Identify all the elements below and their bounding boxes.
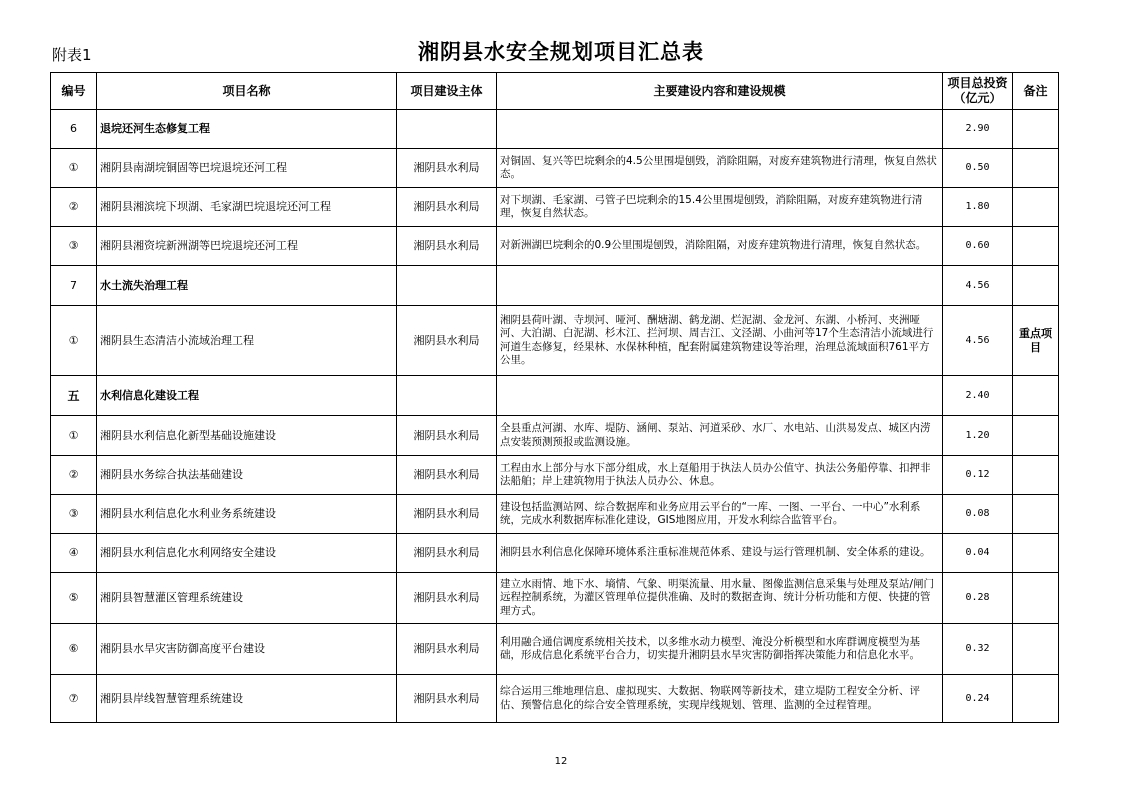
project-investment: 0.28 — [943, 573, 1013, 624]
page-number: 12 — [554, 756, 568, 767]
project-investment: 4.56 — [943, 306, 1013, 376]
row-number: ③ — [51, 495, 97, 534]
project-owner: 湘阴县水利局 — [397, 675, 497, 723]
project-note — [1013, 149, 1059, 188]
project-investment: 0.04 — [943, 534, 1013, 573]
table-row — [51, 675, 1059, 723]
table-row — [51, 306, 1059, 376]
project-content: 湘阴县水利信息化保障环境体系注重标准规范体系、建设与运行管理机制、安全体系的建设。 — [497, 534, 943, 573]
project-content: 建设包括监测站网、综合数据库和业务应用云平台的“一库、一图、一平台、一中心”水利系统，完成水利数据库标准化建设，GIS地图应用，开发水利综合监管平台。 — [497, 495, 943, 534]
row-number: ⑤ — [51, 573, 97, 624]
row-number: 五 — [51, 376, 97, 416]
project-content: 对新洲湖巴垸剩余的0.9公里围堤刨毁，消除阻隔，对废弃建筑物进行清理，恢复自然状态。 — [497, 227, 943, 266]
project-name: 湘阴县南湖垸铜固等巴垸退垸还河工程 — [97, 149, 397, 188]
project-investment: 0.24 — [943, 675, 1013, 723]
table-row — [51, 534, 1059, 573]
col-header-org: 项目建设主体 — [397, 73, 497, 110]
project-note — [1013, 624, 1059, 675]
project-name: 湘阴县岸线智慧管理系统建设 — [97, 675, 397, 723]
project-owner — [397, 266, 497, 306]
table-row — [51, 376, 1059, 416]
project-owner: 湘阴县水利局 — [397, 227, 497, 266]
project-owner: 湘阴县水利局 — [397, 624, 497, 675]
table-row — [51, 266, 1059, 306]
project-name: 湘阴县水利信息化新型基础设施建设 — [97, 416, 397, 456]
row-number: 6 — [51, 110, 97, 149]
table-row — [51, 188, 1059, 227]
project-owner: 湘阴县水利局 — [397, 416, 497, 456]
table-row — [51, 456, 1059, 495]
project-note — [1013, 376, 1059, 416]
page-title: 湘阴县水安全规划项目汇总表 — [418, 40, 704, 64]
project-content: 建立水雨情、地下水、墒情、气象、明渠流量、用水量、图像监测信息采集与处理及泵站/闸门远程控制系统，为灌区管理单位提供准确、及时的数据查询、统计分析功能和方便、快捷的管理方式。 — [497, 573, 943, 624]
project-content: 综合运用三维地理信息、虚拟现实、大数据、物联网等新技术，建立堤防工程安全分析、评估、预警信息化的综合安全管理系统，实现岸线规划、管理、监测的全过程管理。 — [497, 675, 943, 723]
project-name: 湘阴县智慧灌区管理系统建设 — [97, 573, 397, 624]
row-number: 7 — [51, 266, 97, 306]
project-investment: 0.50 — [943, 149, 1013, 188]
project-note — [1013, 227, 1059, 266]
project-owner: 湘阴县水利局 — [397, 188, 497, 227]
project-name: 水利信息化建设工程 — [97, 376, 397, 416]
project-content: 对铜固、复兴等巴垸剩余的4.5公里围堤刨毁，消除阻隔，对废弃建筑物进行清理，恢复自然状态。 — [497, 149, 943, 188]
project-investment: 0.32 — [943, 624, 1013, 675]
project-note — [1013, 495, 1059, 534]
col-header-name: 项目名称 — [97, 73, 397, 110]
table-row — [51, 624, 1059, 675]
project-note — [1013, 416, 1059, 456]
project-name: 湘阴县湘资垸新洲湖等巴垸退垸还河工程 — [97, 227, 397, 266]
project-name: 湘阴县水利信息化水利业务系统建设 — [97, 495, 397, 534]
col-header-investment — [943, 73, 1013, 110]
project-content — [497, 266, 943, 306]
project-summary-table — [50, 72, 1059, 723]
project-content — [497, 110, 943, 149]
project-investment: 2.90 — [943, 110, 1013, 149]
project-note — [1013, 110, 1059, 149]
project-owner: 湘阴县水利局 — [397, 149, 497, 188]
project-content: 全县重点河湖、水库、堤防、涵闸、泵站、河道采砂、水厂、水电站、山洪易发点、城区内涝点安装预测预报或监测设施。 — [497, 416, 943, 456]
project-note — [1013, 675, 1059, 723]
row-number: ① — [51, 149, 97, 188]
project-note — [1013, 573, 1059, 624]
col-header-note: 备注 — [1013, 73, 1059, 110]
project-name: 退垸还河生态修复工程 — [97, 110, 397, 149]
row-number: ⑥ — [51, 624, 97, 675]
project-name: 水土流失治理工程 — [97, 266, 397, 306]
table-row — [51, 110, 1059, 149]
table-body — [51, 110, 1059, 723]
col-header-content: 主要建设内容和建设规模 — [497, 73, 943, 110]
project-note — [1013, 266, 1059, 306]
project-investment: 0.08 — [943, 495, 1013, 534]
project-investment: 1.20 — [943, 416, 1013, 456]
project-content: 湘阴县荷叶湖、寺坝河、哑河、酬塘湖、鹤龙湖、烂泥湖、金龙河、东湖、小桥河、夹洲哑河、大泊湖、白泥湖、杉木江、拦河坝、周吉江、文泾湖、小曲河等17个生态清洁小流域进行河道生态修复，经果林、水保林种植，配套附属建筑物建设等治理，治理总流域面积761平方公里。 — [497, 306, 943, 376]
row-number: ① — [51, 416, 97, 456]
table-row — [51, 416, 1059, 456]
project-note — [1013, 188, 1059, 227]
table-row — [51, 495, 1059, 534]
project-content: 工程由水上部分与水下部分组成，水上趸船用于执法人员办公值守、执法公务船停靠、扣押非法船舶；岸上建筑物用于执法人员办公、休息。 — [497, 456, 943, 495]
project-note — [1013, 534, 1059, 573]
table-row — [51, 149, 1059, 188]
project-content: 利用融合通信调度系统相关技术，以多维水动力模型、淹没分析模型和水库群调度模型为基础，形成信息化系统平台合力，切实提升湘阴县水旱灾害防御指挥决策能力和信息化水平。 — [497, 624, 943, 675]
project-owner — [397, 376, 497, 416]
row-number: ③ — [51, 227, 97, 266]
project-name: 湘阴县水务综合执法基础建设 — [97, 456, 397, 495]
project-investment: 0.60 — [943, 227, 1013, 266]
row-number: ② — [51, 456, 97, 495]
project-investment: 1.80 — [943, 188, 1013, 227]
project-owner — [397, 110, 497, 149]
row-number: ⑦ — [51, 675, 97, 723]
table-row — [51, 573, 1059, 624]
row-number: ② — [51, 188, 97, 227]
project-owner: 湘阴县水利局 — [397, 306, 497, 376]
appendix-label: 附表1 — [52, 46, 92, 64]
project-owner: 湘阴县水利局 — [397, 534, 497, 573]
col-header-investment-line1: 项目总投资 — [947, 76, 1008, 90]
project-owner: 湘阴县水利局 — [397, 573, 497, 624]
table-header-row — [51, 73, 1059, 110]
project-investment: 2.40 — [943, 376, 1013, 416]
table-row — [51, 227, 1059, 266]
project-owner: 湘阴县水利局 — [397, 456, 497, 495]
row-number: ④ — [51, 534, 97, 573]
project-name: 湘阴县湘滨垸下坝湖、毛家湖巴垸退垸还河工程 — [97, 188, 397, 227]
row-number: ① — [51, 306, 97, 376]
col-header-investment-line2: （亿元） — [953, 91, 1002, 105]
project-content: 对下坝湖、毛家湖、弓管子巴垸剩余的15.4公里围堤刨毁，消除阻隔，对废弃建筑物进行清理，恢复自然状态。 — [497, 188, 943, 227]
project-investment: 0.12 — [943, 456, 1013, 495]
project-owner: 湘阴县水利局 — [397, 495, 497, 534]
project-note — [1013, 456, 1059, 495]
project-investment: 4.56 — [943, 266, 1013, 306]
project-note: 重点项目 — [1013, 306, 1059, 376]
project-name: 湘阴县生态清洁小流域治理工程 — [97, 306, 397, 376]
project-name: 湘阴县水旱灾害防御高度平台建设 — [97, 624, 397, 675]
project-content — [497, 376, 943, 416]
project-name: 湘阴县水利信息化水利网络安全建设 — [97, 534, 397, 573]
col-header-no: 编号 — [51, 73, 97, 110]
